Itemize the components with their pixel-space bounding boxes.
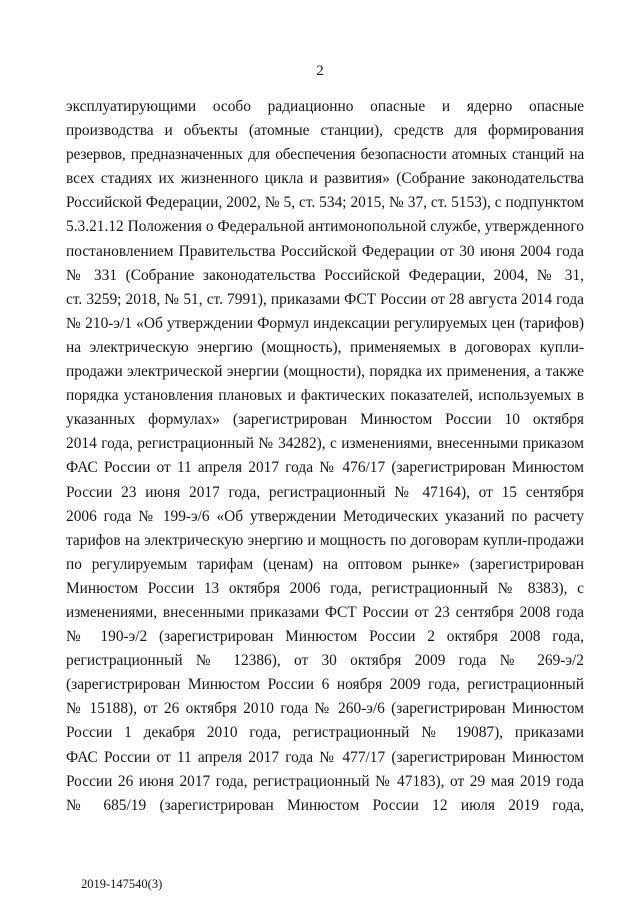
text-line: (зарегистрирован Минюстом России 6 ноября 2009 года, регистрационный <box>66 676 584 694</box>
text-line: на электрическую энергию (мощность), применяемых в договорах купли- <box>66 338 584 356</box>
document-id: 2019-147540(3) <box>81 877 163 891</box>
text-line: резервов, предназначенных для обеспечения безопасности атомных станций на <box>66 146 584 164</box>
text-line: ст. 3259; 2018, № 51, ст. 7991), приказами ФСТ России от 28 августа 2014 года <box>66 290 584 308</box>
body-text <box>66 95 584 818</box>
text-line: 2014 года, регистрационный № 34282), с изменениями, внесенными приказом <box>66 435 584 453</box>
text-line: 2006 года № 199-э/6 «Об утверждении Методических указаний по расчету <box>66 507 584 525</box>
text-line: ФАС России от 11 апреля 2017 года № 477/17 (зарегистрирован Минюстом <box>66 748 584 766</box>
text-line: № 15188), от 26 октября 2010 года № 260-э/6 (зарегистрирован Минюстом <box>66 700 584 718</box>
text-line: по регулируемым тарифам (ценам) на оптовом рынке» (зарегистрирован <box>66 555 584 573</box>
text-line: эксплуатирующими особо радиационно опасные и ядерно опасные <box>66 98 584 115</box>
text-line: указанных формулах» (зарегистрирован Минюстом России 10 октября <box>66 411 584 429</box>
text-line: продажи электрической энергии (мощности), порядка их применения, а также <box>66 363 584 381</box>
text-line: Минюстом России 13 октября 2006 года, регистрационный № 8383), с <box>66 579 584 597</box>
text-line: всех стадиях их жизненного цикла и развития» (Собрание законодательства <box>66 170 584 188</box>
text-line: Российской Федерации, 2002, № 5, ст. 534; 2015, № 37, ст. 5153), с подпунктом <box>66 194 584 212</box>
text-line: тарифов на электрическую энергию и мощность по договорам купли-продажи <box>66 531 584 549</box>
text-line: постановлением Правительства Российской Федерации от 30 июня 2004 года <box>66 242 584 260</box>
text-line: производства и объекты (атомные станции), средств для формирования <box>66 122 584 140</box>
text-line: 5.3.21.12 Положения о Федеральной антимонопольной службе, утвержденного <box>66 218 584 236</box>
text-line: изменениями, внесенными приказами ФСТ России от 23 сентября 2008 года <box>66 603 584 621</box>
text-line: России 23 июня 2017 года, регистрационный № 47164), от 15 сентября <box>66 483 584 501</box>
text-line: № 190-э/2 (зарегистрирован Минюстом России 2 октября 2008 года, <box>66 628 584 646</box>
text-line: России 1 декабря 2010 года, регистрационный № 19087), приказами <box>66 724 584 742</box>
text-line: ФАС России от 11 апреля 2017 года № 476/17 (зарегистрирован Минюстом <box>66 459 584 477</box>
text-line: порядка установления плановых и фактических показателей, используемых в <box>66 387 584 405</box>
text-line: № 685/19 (зарегистрирован Минюстом России 12 июля 2019 года, <box>66 796 584 814</box>
text-line: № 210-э/1 «Об утверждении Формул индексации регулируемых цен (тарифов) <box>66 314 584 332</box>
text-line: регистрационный № 12386), от 30 октября 2009 года № 269-э/2 <box>66 652 584 670</box>
text-line: России 26 июня 2017 года, регистрационный № 47183), от 29 мая 2019 года <box>66 772 584 790</box>
page-number: 2 <box>316 63 324 79</box>
text-line: № 331 (Собрание законодательства Российской Федерации, 2004, № 31, <box>66 266 584 284</box>
